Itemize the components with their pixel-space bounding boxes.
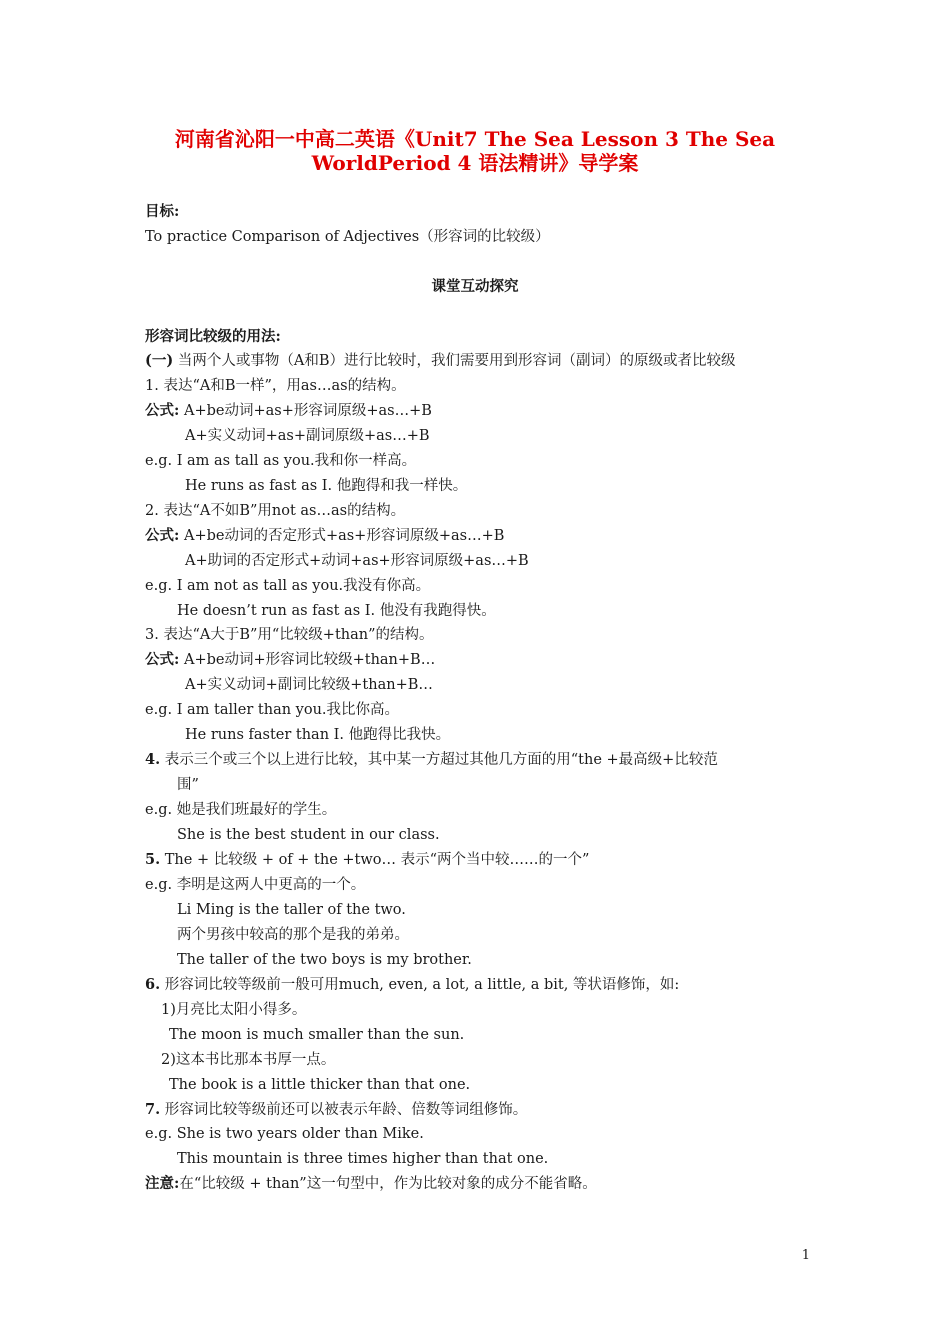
line-text: 3. 表达“A大于B”用“比较级+than”的结构。 <box>145 627 434 643</box>
content-line <box>145 750 718 770</box>
content-line <box>169 1025 464 1045</box>
content-line <box>145 650 435 670</box>
line-marker: 6. <box>145 976 161 993</box>
line-text: The + 比较级 + of + the +two… 表示“两个当中较……的一个” <box>160 852 590 868</box>
content-line <box>145 451 416 471</box>
line-marker: 注意: <box>145 1175 180 1192</box>
line-text: e.g. She is two years older than Mike. <box>145 1126 424 1142</box>
line-text: 表示三个或三个以上进行比较，其中某一方超过其他几方面的用“the +最高级+比较范 <box>160 752 718 768</box>
content-line <box>145 850 589 870</box>
line-text: 形容词比较等级前一般可用much, even, a lot, a little, a bit, 等状语修饰，如: <box>160 977 680 993</box>
line-text: A+实义动词+副词比较级+than+B… <box>185 677 433 693</box>
content-line <box>145 875 365 895</box>
line-text: e.g. 李明是这两人中更高的一个。 <box>145 877 366 893</box>
content-line <box>145 800 336 820</box>
line-text: 1. 表达“A和B一样”，用as…as的结构。 <box>145 378 406 394</box>
line-text: 当两个人或事物（A和B）进行比较时，我们需要用到形容词（副词）的原级或者比较级 <box>173 353 736 369</box>
line-text: He doesn’t run as fast as I. 他没有我跑得快。 <box>177 603 496 619</box>
line-text: A+be动词+as+形容词原级+as…+B <box>179 403 432 419</box>
line-text: e.g. I am taller than you.我比你高。 <box>145 702 400 718</box>
line-text: A+实义动词+as+副词原级+as…+B <box>185 428 430 444</box>
line-text: 2)这本书比那本书厚一点。 <box>161 1052 336 1068</box>
goal-label: 目标: <box>145 203 180 220</box>
line-text: e.g. I am as tall as you.我和你一样高。 <box>145 453 417 469</box>
content-line <box>145 351 735 371</box>
line-marker: 4. <box>145 751 161 768</box>
content-line <box>145 526 504 546</box>
line-text: 两个男孩中较高的那个是我的弟弟。 <box>177 927 409 943</box>
content-line <box>145 576 430 596</box>
content-line <box>145 1174 597 1194</box>
line-text: e.g. 她是我们班最好的学生。 <box>145 802 337 818</box>
usage-heading: 形容词比较级的用法: <box>145 328 281 345</box>
content-line <box>145 376 406 396</box>
content-line <box>169 1075 470 1095</box>
line-text: The book is a little thicker than that one. <box>169 1077 471 1093</box>
document-title-line-2: WorldPeriod 4 语法精讲》导学案 <box>311 151 639 175</box>
line-marker: 7. <box>145 1101 161 1118</box>
content-line <box>145 1100 527 1120</box>
line-marker: 公式: <box>145 527 180 544</box>
content-line <box>145 501 405 521</box>
content-line <box>145 700 399 720</box>
document-title-line-1: 河南省沁阳一中高二英语《Unit7 The Sea Lesson 3 The Sea <box>174 127 776 151</box>
content-line <box>145 1124 424 1144</box>
goal-text: To practice Comparison of Adjectives（形容词的比较级） <box>145 229 550 245</box>
content-line <box>185 476 467 496</box>
line-text: A+助词的否定形式+动词+as+形容词原级+as…+B <box>185 553 529 569</box>
line-text: He runs as fast as I. 他跑得和我一样快。 <box>185 478 468 494</box>
content-line <box>145 401 432 421</box>
content-line <box>177 825 440 845</box>
line-marker: 5. <box>145 851 161 868</box>
line-text: 2. 表达“A不如B”用not as…as的结构。 <box>145 503 406 519</box>
content-line <box>177 775 199 795</box>
line-marker: 公式: <box>145 651 180 668</box>
content-line <box>185 725 450 745</box>
line-marker: (一) <box>145 352 174 369</box>
line-text: 形容词比较等级前还可以被表示年龄、倍数等词组修饰。 <box>160 1102 528 1118</box>
line-text: A+be动词的否定形式+as+形容词原级+as…+B <box>179 528 505 544</box>
line-text: She is the best student in our class. <box>177 827 440 843</box>
content-line <box>185 675 433 695</box>
line-text: Li Ming is the taller of the two. <box>177 902 406 918</box>
content-line <box>185 551 529 571</box>
content-line <box>177 950 472 970</box>
line-text: He runs faster than I. 他跑得比我快。 <box>185 727 451 743</box>
line-text: 1)月亮比太阳小得多。 <box>161 1002 307 1018</box>
line-marker: 公式: <box>145 402 180 419</box>
content-line <box>177 900 406 920</box>
content-line <box>145 625 434 645</box>
line-text: 围” <box>177 777 199 793</box>
content-line <box>145 975 679 995</box>
page-number: 1 <box>801 1248 810 1263</box>
content-line <box>177 1149 548 1169</box>
line-text: The moon is much smaller than the sun. <box>169 1027 465 1043</box>
line-text: The taller of the two boys is my brother. <box>177 952 472 968</box>
content-line <box>177 925 409 945</box>
content-line <box>185 426 430 446</box>
line-text: 在“比较级 + than”这一句型中，作为比较对象的成分不能省略。 <box>179 1176 597 1192</box>
line-text: e.g. I am not as tall as you.我没有你高。 <box>145 578 431 594</box>
section-heading: 课堂互动探究 <box>431 278 519 295</box>
line-text: A+be动词+形容词比较级+than+B… <box>179 652 436 668</box>
content-line <box>161 1000 306 1020</box>
content-line <box>177 601 496 621</box>
content-line <box>161 1050 335 1070</box>
line-text: This mountain is three times higher than that one. <box>177 1151 549 1167</box>
